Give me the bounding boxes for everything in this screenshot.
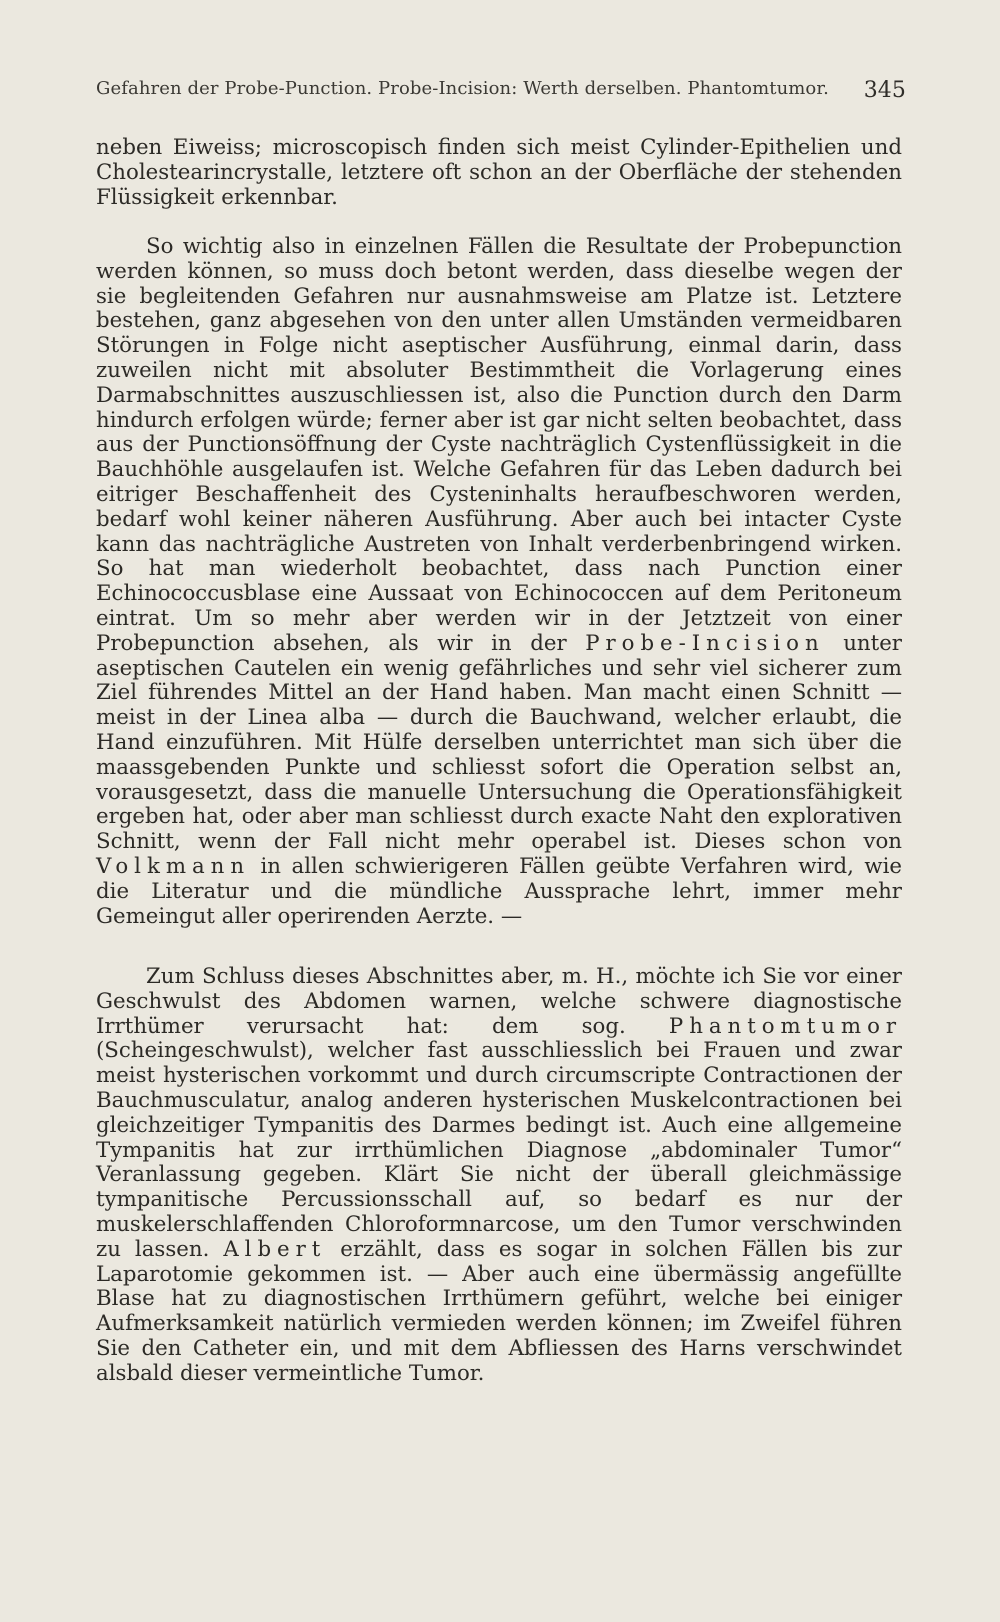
- emphasis-volkmann: Volkmann: [96, 853, 250, 879]
- paragraph-1: [96, 136, 902, 210]
- paragraph-3: [96, 965, 902, 1387]
- paragraph-2-text-a: So wichtig also in einzelnen Fällen die Resultate der Probepunction werden können, so muss doch betont werden, dass dieselbe wegen der sie begleitenden Gefahren nur ausnahmsweise am Platze ist. Letztere bestehen, ganz abgesehen von den unter allen Umständen vermeidbaren Störungen in Folge nicht aseptischer Ausführung, einmal darin, dass zuweilen nicht mit absoluter Bestimmtheit die Vorlagerung eines Darmabschnittes auszuschliessen ist, also die Punction durch den Darm hindurch erfolgen würde; ferner aber ist gar nicht selten beobachtet, dass aus der Punctionsöffnung der Cyste nachträglich Cystenflüssigkeit in die Bauchhöhle ausgelaufen ist. Welche Gefahren für das Leben dadurch bei eitriger Beschaffenheit des Cysteninhalts heraufbeschworen werden, bedarf wohl keiner näheren Ausführung. Aber auch bei intacter Cyste kann das nachträgliche Austreten von Inhalt verderbenbringend wirken. So hat man wiederholt beobachtet, dass nach Punction einer Echinococcusblase eine Aussaat von Echinococcen auf dem Peritoneum eintrat. Um so mehr aber werden wir in der Jetztzeit von einer Probepunction absehen, als wir in der: [96, 234, 902, 656]
- paragraph-3-text-c: erzählt, dass es sogar in solchen Fällen bis zur Laparotomie gekommen ist. — Aber auch eine übermässig angefüllte Blase hat zu diagnostischen Irrthümern geführt, welche bei einiger Aufmerksamkeit natürlich vermieden werden können; im Zweifel führen Sie den Catheter ein, und mit dem Abfliessen des Harns verschwindet alsbald dieser vermeintliche Tumor.: [96, 1236, 902, 1386]
- emphasis-probe-incision: Probe-Incision: [585, 630, 825, 656]
- paragraph-2-text-c: in allen schwierigeren Fällen geübte Verfahren wird, wie die Literatur und die mündliche Aussprache lehrt, immer mehr Gemeingut aller operirenden Aerzte. —: [96, 853, 902, 929]
- paragraph-1-text: neben Eiweiss; microscopisch finden sich meist Cylinder-Epithelien und Cholestearincrystalle, letztere oft schon an der Oberfläche der stehenden Flüssigkeit erkennbar.: [96, 135, 902, 210]
- page-number: 345: [863, 78, 906, 103]
- paragraph-3-text-b: (Scheingeschwulst), welcher fast ausschliesslich bei Frauen und zwar meist hysterischen vorkommt und durch circumscripte Contractionen der Bauchmusculatur, analog anderen hysterischen Muskelcontractionen bei gleichzeitiger Tympanitis des Darmes bedingt ist. Auch eine allgemeine Tympanitis hat zur irrthümlichen Diagnose „abdominaler Tumor“ Veranlassung gegeben. Klärt Sie nicht der überall gleichmässige tympanitische Percussionsschall auf, so bedarf es nur der muskelerschlaffenden Chloroformnarcose, um den Tumor verschwinden zu lassen.: [96, 1038, 902, 1262]
- paragraph-2: [96, 235, 902, 929]
- paragraph-3-text-a: Zum Schluss dieses Abschnittes aber, m. H., möchte ich Sie vor einer Geschwulst des Abdomen warnen, welche schwere diagnostische Irrthümer verursacht hat: dem sog.: [96, 964, 902, 1039]
- emphasis-phantomtumor: Phantomtumor: [668, 1013, 902, 1039]
- running-header: [96, 78, 906, 103]
- paragraph-2-text-b: unter aseptischen Cautelen ein wenig gefährliches und sehr viel sicherer zum Ziel führendes Mittel an der Hand haben. Man macht einen Schnitt — meist in der Linea alba — durch die Bauchwand, welcher erlaubt, die Hand einzuführen. Mit Hülfe derselben unterrichtet man sich über die maassgebenden Punkte und schliesst sofort die Operation selbst an, vorausgesetzt, dass die manuelle Untersuchung die Operationsfähigkeit ergeben hat, oder aber man schliesst durch exacte Naht den explorativen Schnitt, wenn der Fall nicht mehr operabel ist. Dieses schon von: [96, 630, 902, 855]
- emphasis-albert: Albert: [223, 1236, 327, 1262]
- running-title: Gefahren der Probe-Punction. Probe-Incision: Werth derselben. Phantomtumor.: [96, 78, 829, 99]
